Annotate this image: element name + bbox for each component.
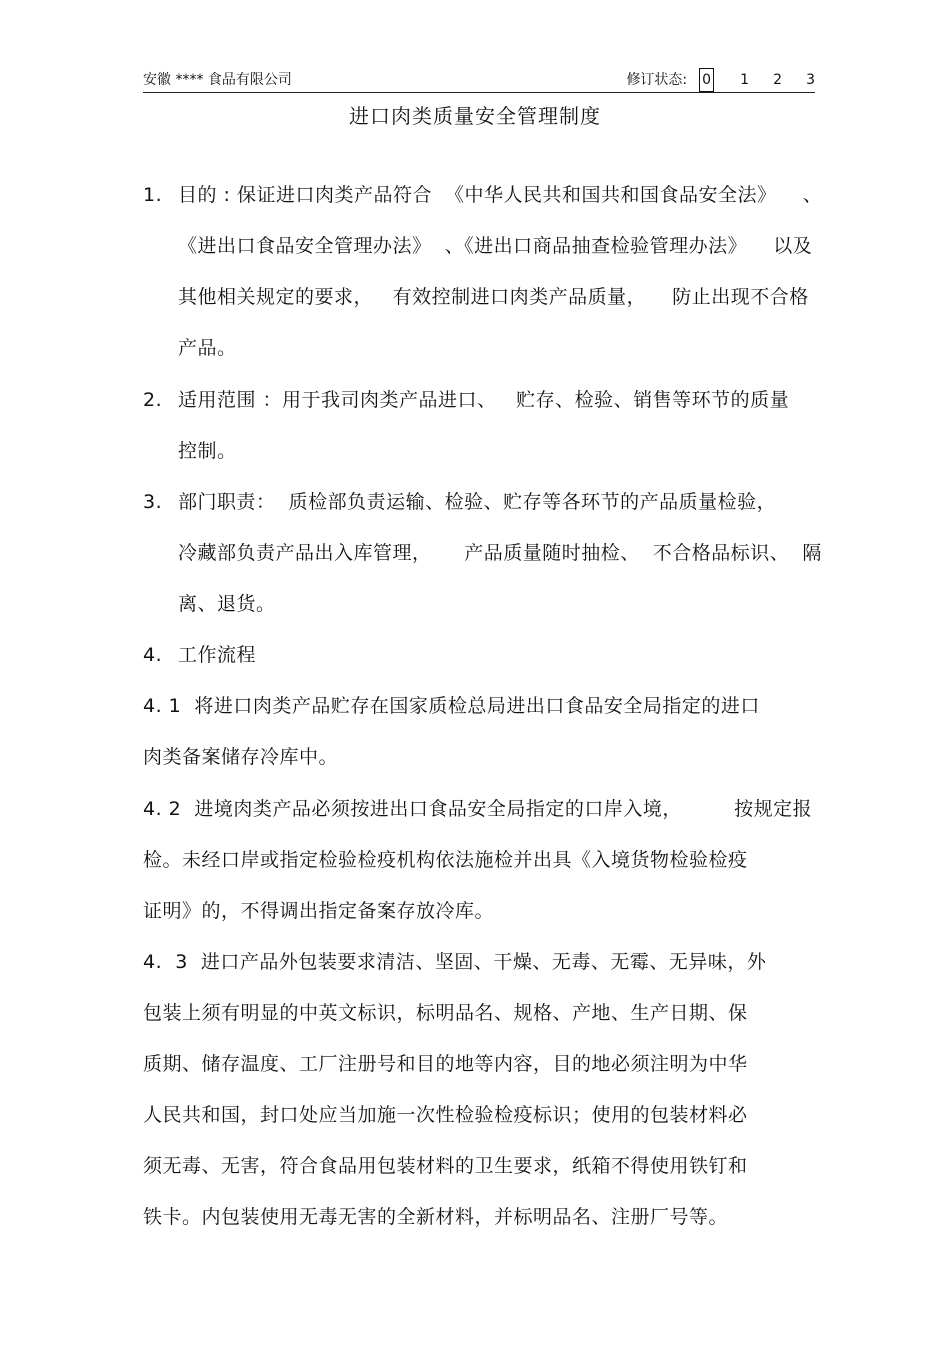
subsection-line: 铁卡。内包装使用无毒无害的全新材料，并标明品名、注册厂号等。 — [143, 1206, 729, 1228]
section-number: 4. — [143, 644, 163, 666]
section-line: 其他相关规定的要求， 有效控制进口肉类产品质量， 防止出现不合格 — [178, 286, 809, 308]
subsection-line: 须无毒、无害，符合食品用包装材料的卫生要求，纸箱不得使用铁钉和 — [143, 1155, 748, 1177]
section-line: 《进出口食品安全管理办法》 、《进出口商品抽查检验管理办法》 以及 — [178, 235, 813, 257]
section-line: 工作流程 — [178, 644, 257, 666]
subsection-line: 4. 1 将进口肉类产品贮存在国家质检总局进出口食品安全局指定的进口 — [143, 695, 760, 717]
document-title: 进口肉类质量安全管理制度 — [349, 104, 601, 128]
section-number: 1. — [143, 184, 163, 206]
revision-state: 3 — [806, 72, 815, 88]
company-name: 安徽 **** 食品有限公司 — [143, 72, 292, 88]
subsection-line: 4. 3 进口产品外包装要求清洁、坚固、干燥、无毒、无霉、无异味，外 — [143, 951, 767, 973]
section-line: 适用范围 ：用于我司肉类产品进口、 贮存、检验、销售等环节的质量 — [178, 389, 790, 411]
subsection-line: 包装上须有明显的中英文标识，标明品名、规格、产地、生产日期、保 — [143, 1002, 748, 1024]
subsection-line: 质期、储存温度、工厂注册号和目的地等内容，目的地必须注明为中华 — [143, 1053, 748, 1075]
section-line: 冷藏部负责产品出入库管理， 产品质量随时抽检、 不合格品标识、 隔 — [178, 542, 822, 564]
revision-state: 1 — [740, 72, 749, 88]
page-header — [143, 70, 815, 93]
section-line: 部门职责： 质检部负责运输、检验、贮存等各环节的产品质量检验， — [178, 491, 777, 513]
section-line: 目的 : 保证进口肉类产品符合 《中华人民共和国共和国食品安全法》 、 — [178, 184, 823, 206]
revision-label: 修订状态: — [626, 72, 688, 88]
revision-state: 2 — [773, 72, 782, 88]
revision-status — [626, 70, 815, 90]
section-number: 3. — [143, 491, 163, 513]
subsection-line: 4. 2 进境肉类产品必须按进出口食品安全局指定的口岸入境， 按规定报 — [143, 798, 813, 820]
subsection-line: 证明》的，不得调出指定备案存放冷库。 — [143, 900, 495, 922]
section-number: 2. — [143, 389, 163, 411]
subsection-line: 肉类备案储存冷库中。 — [143, 746, 339, 768]
section-line: 离、退货。 — [178, 593, 276, 615]
section-line: 控制。 — [178, 440, 237, 462]
revision-state-selected: 0 — [702, 72, 712, 88]
subsection-line: 检。未经口岸或指定检验检疫机构依法施检并出具《入境货物检验检疫 — [143, 849, 748, 871]
section-line: 产品。 — [178, 337, 237, 359]
subsection-line: 人民共和国，封口处应当加施一次性检验检疫标识；使用的包装材料必 — [143, 1104, 748, 1126]
